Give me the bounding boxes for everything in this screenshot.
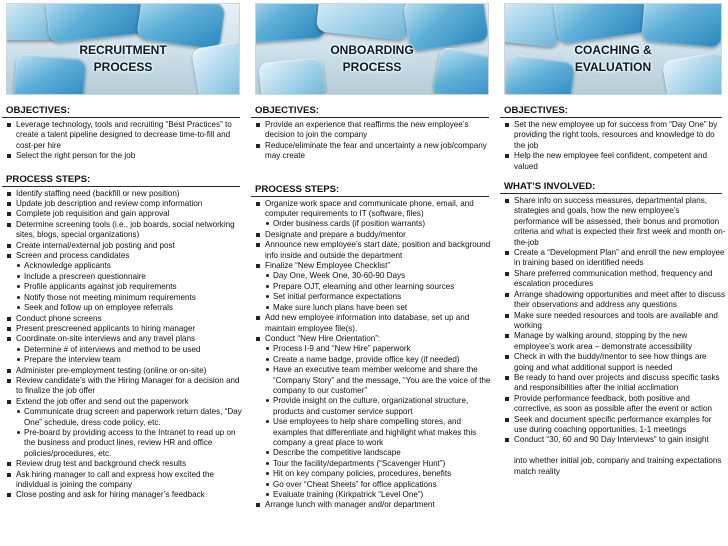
substeps-list [251, 219, 493, 229]
objectives-heading: OBJECTIVES: [6, 105, 70, 116]
substep-item: Prepare OJT, elearning and other learning sources [265, 282, 493, 292]
substeps-list [2, 261, 244, 313]
recruitment-title: RECRUITMENT PROCESS [79, 43, 167, 74]
substep-item: Pre-board by providing access to the Intranet to read up on the business and product lines, review HR and office policies/procedures, etc. [16, 428, 244, 459]
step-item: Create a “Development Plan” and enroll the new employee in training based on identified needs [504, 248, 726, 269]
divider [2, 186, 240, 187]
substep-item: Make sure lunch plans have been set [265, 303, 493, 313]
step-item: Conduct phone screens [6, 314, 244, 324]
substeps-list [2, 407, 244, 459]
step-item: Determine screening tools (i.e., job boards, social networking sites, blogs, special organizations) [6, 220, 244, 241]
objective-item: Provide an experience that reaffirms the new employee’s decision to join the company [255, 120, 493, 141]
step-item: Manage by walking around, stopping by the new employee’s work area – demonstrate accessibility [504, 331, 726, 352]
step-item: Coordinate on-site interviews and any travel plans [6, 334, 244, 344]
substep-item: Process I-9 and “New Hire” paperwork [265, 344, 493, 354]
onboarding-title: ONBOARDING PROCESS [330, 43, 414, 74]
substep-item: Determine # of interviews and method to be used [16, 345, 244, 355]
steps-list [2, 366, 244, 408]
step-item: Provide performance feedback, both positive and corrective, as soon as possible after the event or action [504, 394, 726, 415]
substep-item: Profile applicants against job requirements [16, 282, 244, 292]
step-item: Designate and prepare a buddy/mentor [255, 230, 493, 240]
step-item: Organize work space and communicate phone, email, and computer requirements to IT (software, files) [255, 199, 493, 220]
substeps-list [2, 345, 244, 366]
substep-item: Use employees to help share compelling stores, and examples that differentiate and highlight what makes this company a great place to work [265, 417, 493, 448]
step-item: Announce new employee’s start date, position and background info inside and outside the department [255, 240, 493, 261]
steps-list [2, 314, 244, 345]
objective-item: Set the new employee up for success from “Day One” by providing the right tools, resources and knowledge to do the job [504, 120, 726, 151]
step-item: Extend the job offer and send out the paperwork [6, 397, 244, 407]
divider [251, 117, 489, 118]
substep-item: Go over “Cheat Sheets” for office applications [265, 480, 493, 490]
substep-item: Have an executive team member welcome and share the “Company Story” and the message, “You are the voice of the company to our customer” [265, 365, 493, 396]
step-item: Finalize “New Employee Checklist” [255, 261, 493, 271]
substep-item: Order business cards (if position warrants) [265, 219, 493, 229]
process-steps-heading: PROCESS STEPS: [255, 183, 340, 195]
recruitment-column [2, 3, 244, 543]
puzzle-piece-icon [45, 3, 145, 43]
step-item: Be ready to hand over projects and discuss specific tasks and responsibilities after the initial acclimation [504, 373, 726, 394]
step-item: Create internal/external job posting and post [6, 241, 244, 251]
substep-item: Notify those not meeting minimum requirements [16, 293, 244, 303]
puzzle-piece-icon [255, 3, 326, 43]
step-item: Update job description and review comp information [6, 199, 244, 209]
steps-list [2, 459, 244, 501]
substep-item: Include a prescreen questionnaire [16, 272, 244, 282]
objective-item: Leverage technology, tools and recruiting “Best Practices” to create a talent pipeline designed to decrease time-to-fill and cost-per hire [6, 120, 244, 151]
substeps-list [251, 271, 493, 313]
objectives-list [500, 120, 726, 172]
step-item: Arrange shadowing opportunities and meet after to discuss their observations and address any questions [504, 290, 726, 311]
puzzle-piece-icon [552, 3, 648, 44]
steps-list [251, 230, 493, 272]
steps-list [500, 196, 726, 477]
divider [251, 196, 489, 197]
onboarding-column [251, 3, 493, 543]
objective-item: Select the right person for the job [6, 151, 244, 161]
step-item: Arrange lunch with manager and/or department [255, 500, 493, 510]
objectives-list [2, 120, 244, 162]
steps-list [251, 199, 493, 220]
divider [2, 117, 240, 118]
objective-item: Help the new employee feel confident, competent and valued [504, 151, 726, 172]
objectives-heading: OBJECTIVES: [255, 105, 319, 116]
substep-item: Tour the facility/departments (“Scavenger Hunt”) [265, 459, 493, 469]
objectives-heading: OBJECTIVES: [504, 105, 568, 116]
step-item: Add new employee information into database, set up and maintain employee file(s). [255, 313, 493, 334]
substep-item: Acknowledge applicants [16, 261, 244, 271]
step-item: Complete job requisition and gain approval [6, 209, 244, 219]
substep-item: Evaluate training (Kirkpatrick “Level One”) [265, 490, 493, 500]
substep-item: Prepare the interview team [16, 355, 244, 365]
onboarding-banner [255, 3, 489, 95]
steps-list [251, 313, 493, 344]
recruitment-banner [6, 3, 240, 95]
step-item: Screen and process candidates [6, 251, 244, 261]
divider [500, 193, 722, 194]
steps-list [2, 189, 244, 262]
substeps-list [251, 344, 493, 500]
coaching-title: COACHING & EVALUATION [574, 43, 652, 74]
step-item: Ask hiring manager to call and express how excited the individual is joining the company [6, 470, 244, 491]
whats-involved-heading: WHAT’S INVOLVED: [504, 181, 596, 193]
steps-list [251, 500, 493, 510]
step-item: Share info on success measures, departmental plans, strategies and goals, how the new employee’s performance will be assessed, their bonus and promotion criteria and what is expected their first week and month on-the-job [504, 196, 726, 248]
divider [500, 117, 722, 118]
substep-item: Create a name badge, provide office key (if needed) [265, 355, 493, 365]
substep-item: Describe the competitive landscape [265, 448, 493, 458]
objectives-list [251, 120, 493, 162]
process-steps-heading: PROCESS STEPS: [6, 173, 91, 185]
step-item: Administer pre-employment testing (online or on-site) [6, 366, 244, 376]
step-item: Seek and document specific performance examples for use during coaching opportunities, 1-1 meetings [504, 415, 726, 436]
substep-item: Communicate drug screen and paperwork return dates, “Day One” schedule, dress code policy, etc. [16, 407, 244, 428]
step-item: Conduct “30, 60 and 90 Day Interviews” to gain insight into whether initial job, company and training expectations match reality [504, 435, 726, 477]
step-item: Present prescreened applicants to hiring manager [6, 324, 244, 334]
objective-item: Reduce/eliminate the fear and uncertainty a new job/company may create [255, 141, 493, 162]
substep-item: Day One, Week One, 30-60-90 Days [265, 271, 493, 281]
coaching-column [500, 3, 726, 543]
substep-item: Set initial performance expectations [265, 292, 493, 302]
substep-item: Hit on key company policies, procedures, benefits [265, 469, 493, 479]
step-item: Share preferred communication method, frequency and escalation procedures [504, 269, 726, 290]
coaching-banner [504, 3, 722, 95]
step-item: Check in with the buddy/mentor to see how things are going and what additional support is needed [504, 352, 726, 373]
step-item: Conduct “New Hire Orientation”: [255, 334, 493, 344]
step-item: Review drug test and background check results [6, 459, 244, 469]
substep-item: Seek and follow up on employee referrals [16, 303, 244, 313]
step-item: Make sure needed resources and tools are available and working [504, 311, 726, 332]
step-item: Review candidate’s with the Hiring Manager for a decision and to finalize the job offer [6, 376, 244, 397]
puzzle-piece-icon [316, 3, 412, 41]
puzzle-piece-icon [641, 3, 722, 47]
step-item: Identify staffing need (backfill or new position) [6, 189, 244, 199]
step-item: Close posting and ask for hiring manager’s feedback [6, 490, 244, 500]
substep-item: Provide insight on the culture, organizational structure, products and customer service support [265, 396, 493, 417]
